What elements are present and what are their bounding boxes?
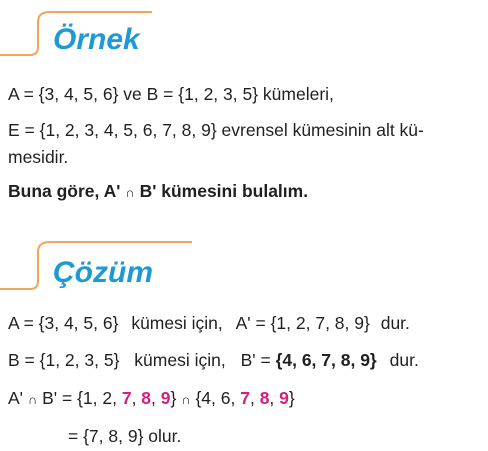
solution-row-1	[8, 315, 410, 333]
question-part-a: Buna göre, A'	[8, 181, 121, 201]
row3-close-brace: }	[170, 388, 177, 408]
row3-rhs-set: {4, 6,	[195, 388, 241, 408]
question-part-b: B' kümesini bulalım.	[139, 181, 309, 201]
example-title: Örnek	[53, 23, 140, 56]
highlight-number: 7	[121, 388, 132, 408]
intersection-symbol: ∩	[125, 185, 135, 200]
solution-header	[0, 236, 488, 296]
separator: ,	[151, 388, 161, 408]
example-line-2: E = {1, 2, 3, 4, 5, 6, 7, 8, 9} evrensel kümesinin alt kü-	[8, 120, 424, 140]
row2-complement-set: {4, 6, 7, 8, 9}	[275, 350, 377, 370]
row3-end-brace: }	[288, 388, 295, 408]
highlight-number: 8	[141, 388, 152, 408]
example-header	[0, 0, 488, 60]
row3-a-prime: A'	[8, 388, 24, 408]
solution-row-3	[8, 390, 295, 408]
separator: ,	[269, 388, 280, 408]
row2-end: dur.	[389, 350, 419, 370]
row1-end: dur.	[380, 313, 410, 333]
highlight-number: 9	[160, 388, 171, 408]
example-line-1: A = {3, 4, 5, 6} ve B = {1, 2, 3, 5} kümeleri,	[8, 84, 334, 104]
intersection-symbol: ∩	[181, 392, 191, 407]
separator: ,	[249, 388, 260, 408]
row2-text: kümesi için,	[134, 350, 226, 370]
row1-complement: A' = {1, 2, 7, 8, 9}	[235, 313, 370, 333]
solution-title: Çözüm	[53, 256, 153, 289]
intersection-symbol: ∩	[27, 392, 38, 407]
highlight-number: 7	[240, 388, 250, 408]
example-question	[8, 183, 308, 201]
highlight-number: 9	[279, 388, 289, 408]
example-line-3: mesidir.	[8, 147, 69, 167]
row2-set-b: B = {1, 2, 3, 5}	[8, 350, 120, 370]
solution-row-2	[8, 352, 419, 370]
highlight-number: 8	[259, 388, 270, 408]
row1-set-a: A = {3, 4, 5, 6}	[8, 313, 119, 333]
row2-complement-label: B' =	[240, 350, 276, 370]
row1-text: kümesi için,	[131, 313, 223, 333]
solution-row-4: = {7, 8, 9} olur.	[68, 426, 182, 446]
separator: ,	[131, 388, 142, 408]
row3-b-prime: B' = {1, 2,	[42, 388, 122, 408]
